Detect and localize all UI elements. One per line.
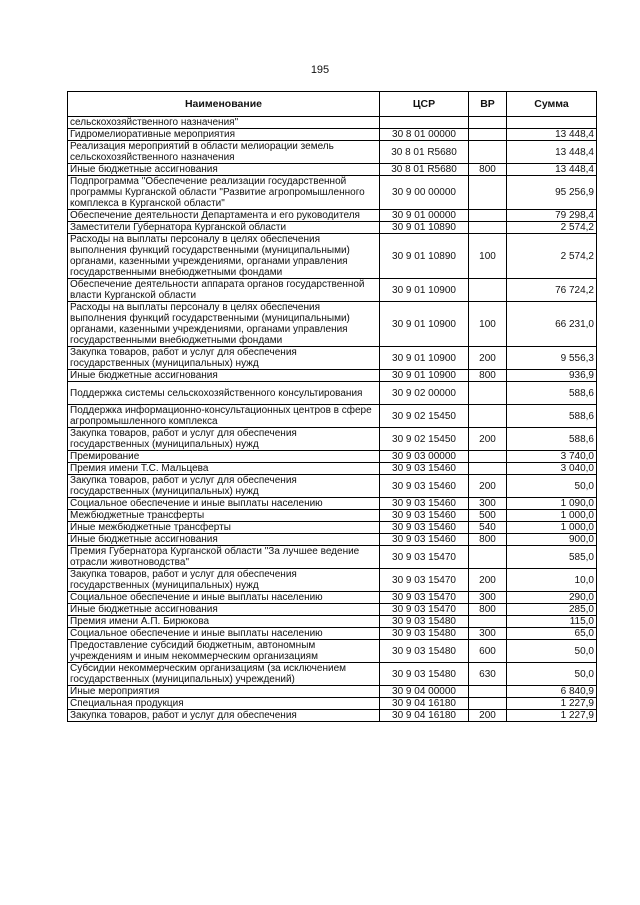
cell-sum: 95 256,9 <box>507 176 597 210</box>
cell-name: Поддержка информационно-консультационных центров в сфере агропромышленного комплекса <box>68 405 380 428</box>
cell-sum: 13 448,4 <box>507 141 597 164</box>
table-body <box>68 117 597 722</box>
cell-sum: 66 231,0 <box>507 302 597 347</box>
table-row <box>68 475 597 498</box>
cell-vr <box>469 141 507 164</box>
cell-vr: 800 <box>469 604 507 616</box>
cell-name: Закупка товаров, работ и услуг для обеспечения государственных (муниципальных) нужд <box>68 569 380 592</box>
cell-sum: 1 227,9 <box>507 710 597 722</box>
cell-vr <box>469 546 507 569</box>
cell-sum: 588,6 <box>507 405 597 428</box>
table-row <box>68 405 597 428</box>
table-row <box>68 463 597 475</box>
cell-sum: 50,0 <box>507 475 597 498</box>
cell-sum: 900,0 <box>507 534 597 546</box>
cell-sum: 2 574,2 <box>507 222 597 234</box>
cell-name: Реализация мероприятий в области мелиорации земель сельскохозяйственного назначения <box>68 141 380 164</box>
cell-name: Закупка товаров, работ и услуг для обеспечения государственных (муниципальных) нужд <box>68 475 380 498</box>
cell-vr <box>469 463 507 475</box>
cell-vr: 200 <box>469 569 507 592</box>
cell-csr: 30 9 03 15480 <box>380 640 469 663</box>
cell-csr: 30 9 03 15470 <box>380 569 469 592</box>
cell-csr: 30 9 01 10900 <box>380 302 469 347</box>
cell-name: Расходы на выплаты персоналу в целях обеспечения выполнения функций государственными (муниципальными) органами, казенными учреждениями, органами управления государственными внебюджетными фондами <box>68 302 380 347</box>
cell-csr: 30 9 02 15450 <box>380 428 469 451</box>
cell-sum: 13 448,4 <box>507 164 597 176</box>
table-row <box>68 302 597 347</box>
cell-vr: 200 <box>469 428 507 451</box>
table-header-row <box>68 92 597 117</box>
cell-name: Закупка товаров, работ и услуг для обеспечения <box>68 710 380 722</box>
cell-name: Иные бюджетные ассигнования <box>68 534 380 546</box>
cell-csr: 30 9 01 10900 <box>380 347 469 370</box>
cell-vr <box>469 117 507 129</box>
cell-csr: 30 9 03 15460 <box>380 463 469 475</box>
cell-csr: 30 9 00 00000 <box>380 176 469 210</box>
cell-name: Социальное обеспечение и иные выплаты населению <box>68 628 380 640</box>
cell-vr <box>469 279 507 302</box>
cell-sum: 2 574,2 <box>507 234 597 279</box>
table-row <box>68 534 597 546</box>
cell-csr: 30 9 03 00000 <box>380 451 469 463</box>
cell-csr: 30 8 01 R5680 <box>380 141 469 164</box>
header-sum: Сумма <box>507 92 597 117</box>
table-row <box>68 698 597 710</box>
cell-name: Специальная продукция <box>68 698 380 710</box>
cell-sum: 115,0 <box>507 616 597 628</box>
cell-name: Подпрограмма "Обеспечение реализации государственной программы Курганской области "Развитие агропромышленного комплекса в Курганской области" <box>68 176 380 210</box>
cell-sum: 10,0 <box>507 569 597 592</box>
cell-vr: 100 <box>469 234 507 279</box>
cell-name: Обеспечение деятельности Департамента и его руководителя <box>68 210 380 222</box>
cell-csr: 30 9 01 10890 <box>380 222 469 234</box>
cell-sum: 1 090,0 <box>507 498 597 510</box>
cell-vr <box>469 405 507 428</box>
table-row <box>68 210 597 222</box>
header-csr: ЦСР <box>380 92 469 117</box>
table-row <box>68 710 597 722</box>
cell-name: Социальное обеспечение и иные выплаты населению <box>68 592 380 604</box>
header-name: Наименование <box>68 92 380 117</box>
cell-csr: 30 9 04 16180 <box>380 698 469 710</box>
table-row <box>68 546 597 569</box>
cell-csr: 30 9 03 15460 <box>380 498 469 510</box>
cell-name: Премия Губернатора Курганской области "За лучшее ведение отрасли животноводства" <box>68 546 380 569</box>
cell-sum: 1 227,9 <box>507 698 597 710</box>
cell-sum: 588,6 <box>507 382 597 405</box>
cell-sum: 585,0 <box>507 546 597 569</box>
cell-csr: 30 9 03 15460 <box>380 510 469 522</box>
cell-name: Иные бюджетные ассигнования <box>68 370 380 382</box>
cell-sum: 9 556,3 <box>507 347 597 370</box>
cell-vr: 630 <box>469 663 507 686</box>
cell-csr: 30 9 01 10900 <box>380 370 469 382</box>
cell-name: Закупка товаров, работ и услуг для обеспечения государственных (муниципальных) нужд <box>68 428 380 451</box>
cell-name: Обеспечение деятельности аппарата органов государственной власти Курганской области <box>68 279 380 302</box>
table-row <box>68 176 597 210</box>
cell-name: Закупка товаров, работ и услуг для обеспечения государственных (муниципальных) нужд <box>68 347 380 370</box>
page-number: 195 <box>310 64 330 76</box>
cell-vr: 800 <box>469 370 507 382</box>
cell-sum: 50,0 <box>507 640 597 663</box>
cell-sum: 1 000,0 <box>507 510 597 522</box>
cell-csr: 30 9 03 15480 <box>380 616 469 628</box>
table-row <box>68 164 597 176</box>
cell-vr: 500 <box>469 510 507 522</box>
cell-csr: 30 9 04 00000 <box>380 686 469 698</box>
cell-vr: 200 <box>469 475 507 498</box>
table-row <box>68 663 597 686</box>
cell-csr: 30 9 03 15460 <box>380 534 469 546</box>
cell-vr <box>469 382 507 405</box>
cell-vr: 200 <box>469 347 507 370</box>
table-row <box>68 592 597 604</box>
table-row <box>68 382 597 405</box>
cell-name: Премия имени Т.С. Мальцева <box>68 463 380 475</box>
table-row <box>68 279 597 302</box>
table-row <box>68 141 597 164</box>
cell-sum: 76 724,2 <box>507 279 597 302</box>
cell-vr <box>469 686 507 698</box>
table-row <box>68 569 597 592</box>
cell-csr: 30 9 01 10900 <box>380 279 469 302</box>
cell-sum: 50,0 <box>507 663 597 686</box>
cell-csr: 30 9 01 10890 <box>380 234 469 279</box>
cell-vr <box>469 129 507 141</box>
cell-name: Иные межбюджетные трансферты <box>68 522 380 534</box>
budget-table <box>67 91 597 722</box>
cell-name: Премирование <box>68 451 380 463</box>
cell-csr: 30 9 03 15480 <box>380 663 469 686</box>
cell-vr: 300 <box>469 498 507 510</box>
cell-csr: 30 9 02 00000 <box>380 382 469 405</box>
cell-sum: 936,9 <box>507 370 597 382</box>
cell-name: Иные бюджетные ассигнования <box>68 164 380 176</box>
table-row <box>68 428 597 451</box>
table-row <box>68 604 597 616</box>
cell-name: Межбюджетные трансферты <box>68 510 380 522</box>
table-row <box>68 129 597 141</box>
cell-name: Расходы на выплаты персоналу в целях обеспечения выполнения функций государственными (муниципальными) органами, казенными учреждениями, органами управления государственными внебюджетными фондами <box>68 234 380 279</box>
cell-vr <box>469 698 507 710</box>
cell-sum: 290,0 <box>507 592 597 604</box>
cell-csr: 30 9 04 16180 <box>380 710 469 722</box>
table-row <box>68 370 597 382</box>
cell-csr: 30 9 03 15470 <box>380 592 469 604</box>
cell-vr: 540 <box>469 522 507 534</box>
cell-vr <box>469 210 507 222</box>
cell-name: Гидромелиоративные мероприятия <box>68 129 380 141</box>
cell-vr: 100 <box>469 302 507 347</box>
cell-vr <box>469 222 507 234</box>
table-row <box>68 234 597 279</box>
cell-csr <box>380 117 469 129</box>
cell-name: Поддержка системы сельскохозяйственного консультирования <box>68 382 380 405</box>
cell-sum: 79 298,4 <box>507 210 597 222</box>
table-row <box>68 510 597 522</box>
cell-csr: 30 9 03 15460 <box>380 475 469 498</box>
cell-vr: 800 <box>469 164 507 176</box>
table-row <box>68 117 597 129</box>
table-row <box>68 616 597 628</box>
cell-name: Иные бюджетные ассигнования <box>68 604 380 616</box>
cell-vr <box>469 451 507 463</box>
cell-name: Субсидии некоммерческим организациям (за исключением государственных (муниципальных) учреждений) <box>68 663 380 686</box>
cell-sum: 1 000,0 <box>507 522 597 534</box>
cell-csr: 30 9 03 15460 <box>380 522 469 534</box>
cell-csr: 30 9 03 15470 <box>380 546 469 569</box>
cell-csr: 30 9 03 15470 <box>380 604 469 616</box>
cell-name: Иные мероприятия <box>68 686 380 698</box>
cell-name: сельскохозяйственного назначения" <box>68 117 380 129</box>
cell-name: Заместители Губернатора Курганской области <box>68 222 380 234</box>
table-row <box>68 640 597 663</box>
cell-vr <box>469 616 507 628</box>
cell-vr: 800 <box>469 534 507 546</box>
cell-sum: 13 448,4 <box>507 129 597 141</box>
cell-sum: 285,0 <box>507 604 597 616</box>
cell-sum <box>507 117 597 129</box>
cell-name: Социальное обеспечение и иные выплаты населению <box>68 498 380 510</box>
cell-name: Предоставление субсидий бюджетным, автономным учреждениям и иным некоммерческим организациям <box>68 640 380 663</box>
cell-csr: 30 8 01 00000 <box>380 129 469 141</box>
cell-csr: 30 9 03 15480 <box>380 628 469 640</box>
cell-csr: 30 9 01 00000 <box>380 210 469 222</box>
cell-sum: 65,0 <box>507 628 597 640</box>
cell-vr: 300 <box>469 628 507 640</box>
cell-sum: 3 040,0 <box>507 463 597 475</box>
table-row <box>68 522 597 534</box>
cell-csr: 30 9 02 15450 <box>380 405 469 428</box>
table-row <box>68 347 597 370</box>
cell-sum: 588,6 <box>507 428 597 451</box>
cell-vr: 300 <box>469 592 507 604</box>
cell-vr <box>469 176 507 210</box>
table-row <box>68 498 597 510</box>
cell-vr: 600 <box>469 640 507 663</box>
cell-csr: 30 8 01 R5680 <box>380 164 469 176</box>
table-row <box>68 222 597 234</box>
cell-sum: 6 840,9 <box>507 686 597 698</box>
header-vr: ВР <box>469 92 507 117</box>
cell-sum: 3 740,0 <box>507 451 597 463</box>
cell-vr: 200 <box>469 710 507 722</box>
table-row <box>68 451 597 463</box>
cell-name: Премия имени А.П. Бирюкова <box>68 616 380 628</box>
table-row <box>68 686 597 698</box>
table-row <box>68 628 597 640</box>
